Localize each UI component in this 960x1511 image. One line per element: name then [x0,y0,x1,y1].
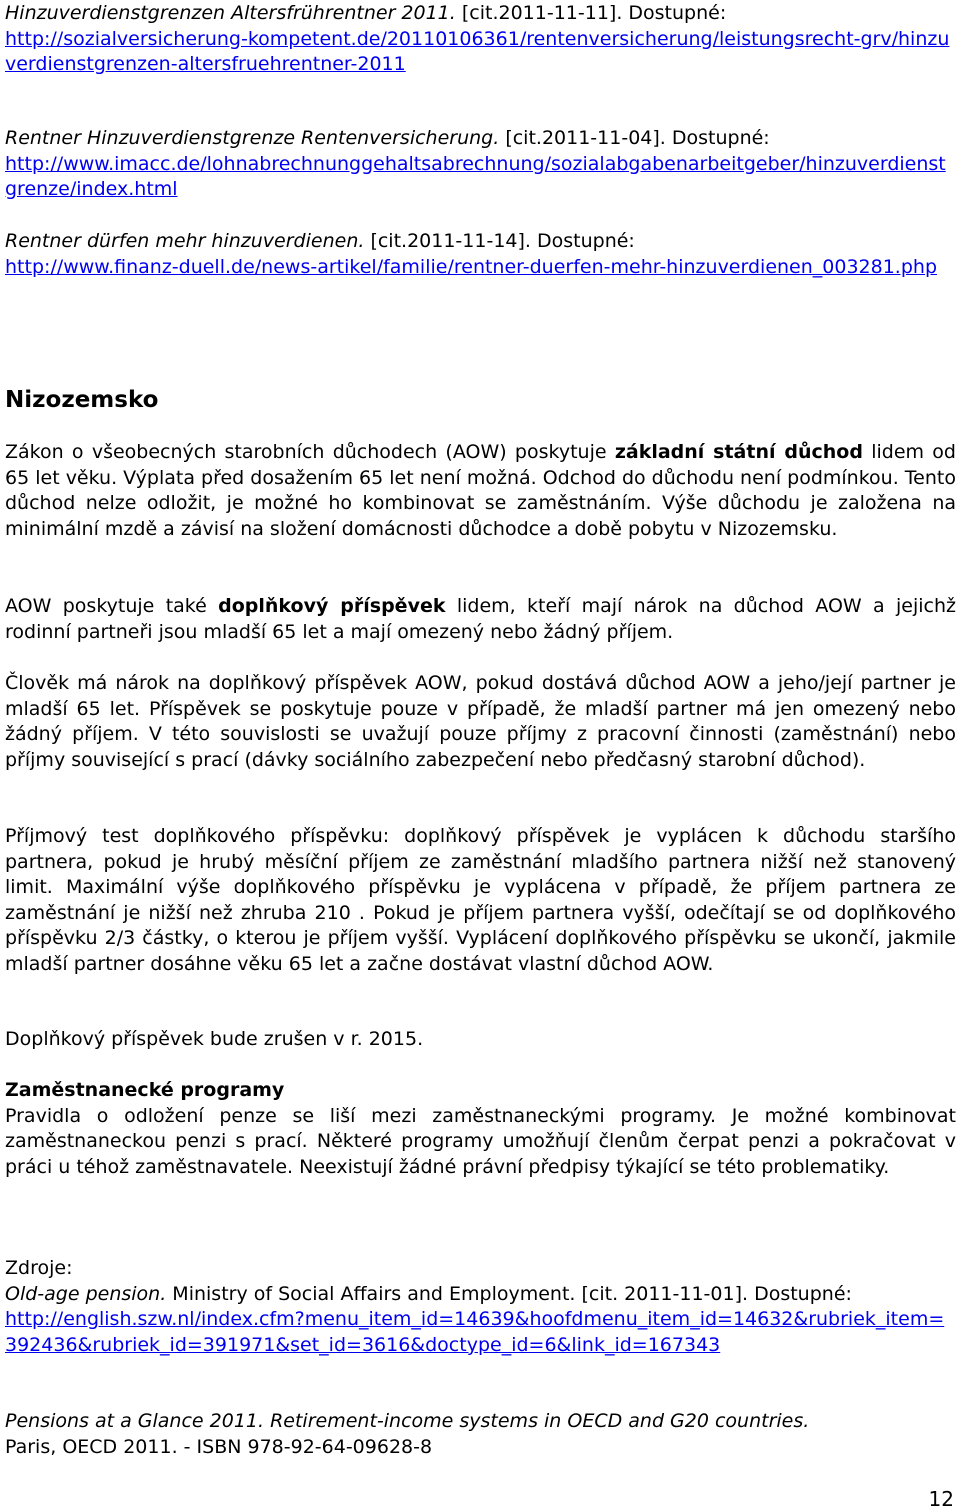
paragraph-2-text-c: lidem, kteří mají nárok na důchod AOW a jejichž rodinní partneři jsou mladší 65 let a mají omezený nebo žádný příjem. [5,595,957,643]
sources-block [5,1256,956,1358]
page-number: 12 [928,1487,954,1511]
paragraph-employee-programs: Pravidla o odložení penze se liší mezi zaměstnaneckými programy. Je možné kombinovat zaměstnaneckou penzi s prací. Některé programy umožňují členům čerpat penzi a pokračovat v práci u téhož zaměstnavatele. Neexistují žádné právní předpisy týkající se této problematiky. [5,1104,956,1178]
reference-3-link[interactable]: http://www.finanz-duell.de/news-artikel/familie/rentner-duerfen-mehr-hinzuverdienen_003281.php [5,255,938,278]
reference-2-cit: [cit.2011-11-04]. Dostupné: [499,127,770,149]
sources-label: Zdroje: [5,1257,73,1279]
source-2 [5,1409,956,1460]
paragraph-income-test: Příjmový test doplňkového příspěvku: doplňkový příspěvek je vyplácen k důchodu staršího partnera, pokud je hrubý měsíční příjem ze zaměstnání mladšího partnera nižší než stanovený limit. Maximální výše doplňkového příspěvku je vyplácena v případě, že příjem partnera ze zaměstnání je nižší než zhruba 210 . Pokud je příjem partnera vyšší, odečítají se od doplňkového příspěvku 2/3 částky, o kterou je příjem vyšší. Vyplácení doplňkového příspěvku se ukončí, jakmile mladší partner dosáhne věku 65 let a začne dostávat vlastní důchod AOW. [5,825,956,975]
paragraph-1-bold: základní státní důchod [614,441,863,463]
reference-3 [5,229,956,280]
paragraph-supplement [5,594,956,645]
reference-2-link[interactable]: http://www.imacc.de/lohnabrechnunggehaltsabrechnung/sozialabgabenarbeitgeber/hinzuverdienstgrenze/index.html [5,152,946,200]
reference-1 [5,1,956,78]
paragraph-2-bold: doplňkový příspěvek [218,595,446,617]
source-1-url-line [5,1307,956,1358]
paragraph-abolition: Doplňkový příspěvek bude zrušen v r. 2015. [5,1028,424,1050]
employee-programs-section [5,1078,956,1180]
section-heading: Nizozemsko [5,387,159,413]
reference-1-cit: [cit.2011-11-11]. Dostupné: [455,2,727,24]
paragraph-1-text-a: Zákon o všeobecných starobních důchodech (AOW) poskytuje [5,441,615,463]
source-1-title: Old-age pension. [5,1282,167,1305]
source-1-rest: Ministry of Social Affairs and Employment. [cit. 2011-11-01]. Dostupné: [166,1282,852,1305]
reference-1-link[interactable]: http://sozialversicherung-kompetent.de/20110106361/rentenversicherung/leistungsrecht-grv/hinzuverdienstgrenzen-altersfruehrentner-2011 [5,27,950,75]
reference-1-title: Hinzuverdienstgrenzen Altersfrührentner 2011. [5,2,456,24]
reference-3-cit: [cit.2011-11-14]. Dostupné: [364,230,635,252]
source-2-title: Pensions at a Glance 2011. Retirement-income systems in OECD and G20 countries. [5,1410,810,1432]
source-1-link[interactable]: http://english.szw.nl/index.cfm?menu_item_id=14639&hoofdmenu_item_id=14632&rubriek_item=392436&rubriek_id=391971&set_id=3616&doctype_id=6&link_id=167343 [5,1308,945,1356]
paragraph-2-text-a: AOW poskytuje také [5,595,219,617]
subsection-heading: Zaměstnanecké programy [5,1079,285,1101]
reference-3-title: Rentner dürfen mehr hinzuverdienen. [5,230,365,252]
source-2-rest: Paris, OECD 2011. - ISBN 978-92-64-09628-8 [5,1435,433,1458]
reference-2-title: Rentner Hinzuverdienstgrenze Rentenversicherung. [5,127,500,149]
reference-2 [5,126,956,203]
paragraph-1-text-c: lidem od 65 let věku. Výplata před dosažením 65 let není možná. Odchod do důchodu není podmínkou. Tento důchod nelze odložit, je možné ho kombinovat se zaměstnáním. Výše důchodu je založena na minimální mzdě a závisí na složení domácnosti důchodce a době pobytu v Nizozemsku. [5,441,956,540]
source-1 [5,1282,956,1308]
paragraph-entitlement: Člověk má nárok na doplňkový příspěvek AOW, pokud dostává důchod AOW a jeho/její partner je mladší 65 let. Příspěvek se poskytuje pouze v případě, že mladší partner má jen omezený nebo žádný příjem. V této souvislosti se uvažují pouze příjmy z pracovní činnosti (zaměstnání) nebo příjmy související s prací (dávky sociálního zabezpečení nebo předčasný starobní důchod). [5,672,956,771]
paragraph-basic-pension [5,440,956,542]
